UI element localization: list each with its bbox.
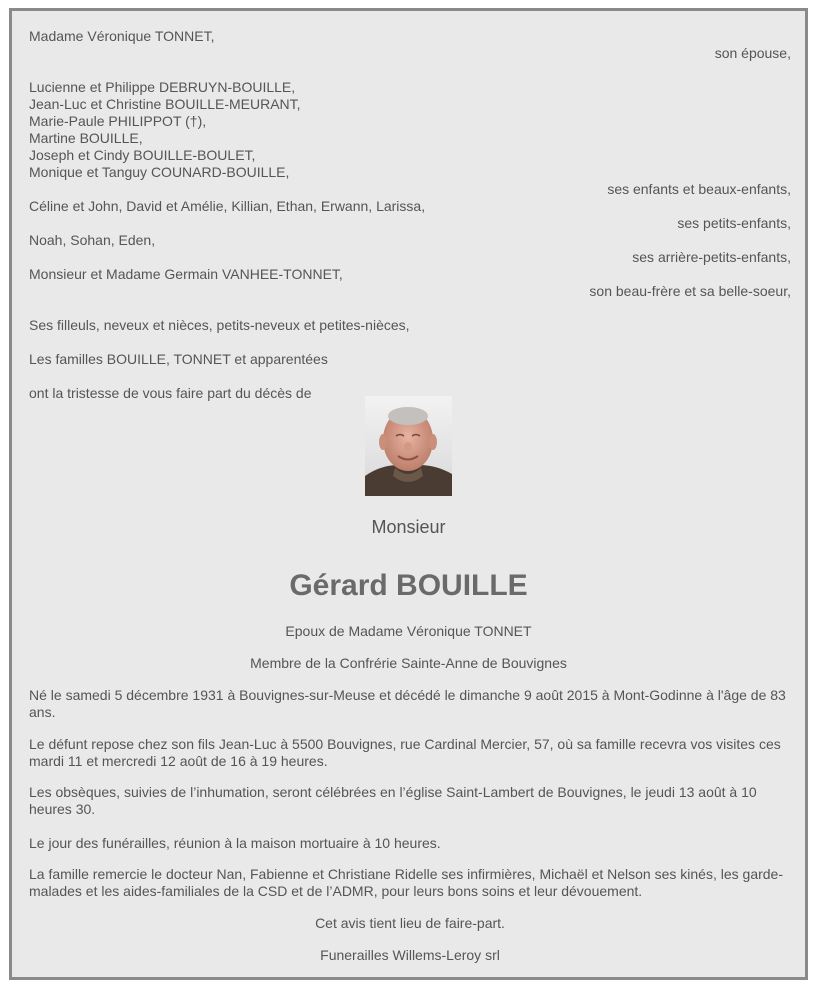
deceased-title: Monsieur — [371, 517, 446, 537]
in-laws-role: son beau-frère et sa belle-soeur, — [589, 283, 791, 299]
spouse-role: son épouse, — [714, 45, 791, 61]
child-line: Marie-Paule PHILIPPOT (†), — [29, 113, 207, 129]
notice-line: Cet avis tient lieu de faire-part. — [315, 915, 505, 931]
family-list — [29, 28, 791, 402]
thanks-paragraph: La famille remercie le docteur Nan, Fabienne et Christiane Ridelle ses infirmières, Michaël et Nelson ses kinés, les garde-malades et les aides-familiales de la CSD et de l’ADMR, pour leurs bons soins et leur dévouement. — [29, 866, 784, 899]
spouse-name: Madame Véronique TONNET, — [29, 28, 215, 44]
child-line: Martine BOUILLE, — [29, 130, 143, 146]
in-laws-line: Monsieur et Madame Germain VANHEE-TONNET, — [29, 266, 343, 282]
children-role: ses enfants et beaux-enfants, — [607, 181, 791, 197]
families-line: Les familles BOUILLE, TONNET et apparentées — [29, 351, 328, 367]
deceased-name: Gérard BOUILLE — [289, 569, 528, 602]
child-line: Joseph et Cindy BOUILLE-BOULET, — [29, 147, 256, 163]
funeral-home-line: Funerailles Willems-Leroy srl — [320, 947, 500, 963]
child-line: Monique et Tanguy COUNARD-BOUILLE, — [29, 164, 290, 180]
visitation-paragraph: Le défunt repose chez son fils Jean-Luc à 5500 Bouvignes, rue Cardinal Mercier, 57, où sa famille recevra vos visites ces mardi 11 et mercredi 12 août de 16 à 19 heures. — [29, 736, 781, 769]
birth-death-paragraph: Né le samedi 5 décembre 1931 à Bouvignes-sur-Meuse et décédé le dimanche 9 août 2015 à Mont-Godinne à l'âge de 83 ans. — [29, 687, 786, 720]
great-grandchildren-line: Noah, Sohan, Eden, — [29, 232, 156, 248]
godchildren-line: Ses filleuls, neveux et nièces, petits-neveux et petites-nièces, — [29, 317, 410, 333]
child-line: Lucienne et Philippe DEBRUYN-BOUILLE, — [29, 79, 296, 95]
membership-line: Membre de la Confrérie Sainte-Anne de Bouvignes — [250, 655, 567, 671]
portrait-photo — [365, 396, 452, 496]
child-line: Jean-Luc et Christine BOUILLE-MEURANT, — [29, 96, 301, 112]
announcement-line: ont la tristesse de vous faire part du décès de — [29, 385, 312, 401]
funeral-paragraph: Les obsèques, suivies de l’inhumation, seront célébrées en l’église Saint-Lambert de Bouvignes, le jeudi 13 août à 10 heures 30. — [29, 784, 757, 817]
great-grandchildren-role: ses arrière-petits-enfants, — [632, 249, 791, 265]
spouse-line: Epoux de Madame Véronique TONNET — [285, 623, 532, 639]
grandchildren-role: ses petits-enfants, — [677, 215, 791, 231]
meeting-paragraph: Le jour des funérailles, réunion à la maison mortuaire à 10 heures. — [29, 835, 441, 851]
grandchildren-line: Céline et John, David et Amélie, Killian, Ethan, Erwann, Larissa, — [29, 198, 426, 214]
obituary-card — [9, 8, 808, 980]
